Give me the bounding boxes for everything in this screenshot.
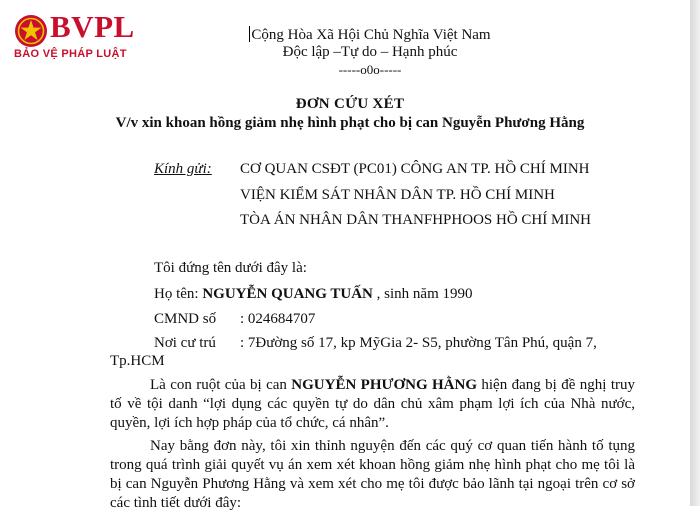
page-edge-shadow [690, 0, 700, 506]
document-subtitle: V/v xin khoan hồng giảm nhẹ hình phạt cho bị can Nguyễn Phương Hằng [115, 115, 585, 131]
header-divider: -----o0o----- [338, 62, 402, 77]
birth-year: , sinh năm 1990 [372, 286, 473, 302]
motto: Độc lập –Tự do – Hạnh phúc [282, 44, 458, 60]
name-label: Họ tên: [154, 286, 199, 302]
recipient-1: CƠ QUAN CSĐT (PC01) CÔNG AN TP. HỒ CHÍ MINH [240, 161, 590, 177]
recipients-label: Kính gửi: [154, 161, 212, 177]
para1-end: hiện đang bị đề nghị truy tố về tội danh “lợi dụng các quyền tự do dân chủ xâm phạm lợi ích của Nhà nước, quyền, lợi ích hợp pháp của tổ chức, cá nhân”. [110, 377, 635, 431]
country-heading-text: Cộng Hòa Xã Hội Chủ Nghĩa Việt Nam [251, 27, 491, 43]
logo-tagline: BẢO VỆ PHÁP LUẬT [14, 48, 127, 60]
country-heading [20, 26, 700, 44]
logo-name: BVPL [50, 9, 135, 44]
paragraph-1 [110, 376, 635, 433]
intro-line: Tôi đứng tên dưới đây là: [154, 260, 307, 276]
address-value: : 7Đường số 17, kp MỹGia 2- S5, phường Tân Phú, quận 7, [240, 335, 597, 351]
document-title: ĐƠN CỨU XÉT [295, 96, 405, 112]
para1-accused-name: NGUYỄN PHƯƠNG HẰNG [291, 377, 477, 393]
recipient-3: TÒA ÁN NHÂN DÂN THANFHPHOOS HỒ CHÍ MINH [240, 212, 591, 228]
name-line [154, 286, 473, 303]
address-label: Nơi cư trú [154, 335, 216, 351]
para1-start: Là con ruột của bị can [150, 377, 292, 393]
id-label: CMND số [154, 311, 217, 327]
name-value: NGUYỄN QUANG TUẤN [202, 286, 373, 302]
id-value: : 024684707 [240, 311, 316, 327]
paragraph-2: Nay bằng đơn này, tôi xin thỉnh nguyện đến các quý cơ quan tiến hành tố tụng trong quá trình giải quyết vụ án xem xét khoan hồng giảm nhẹ hình phạt cho mẹ tôi là bị can Nguyễn Phương Hằng và xem xét cho mẹ tôi được bảo lãnh tại ngoại trên cơ sở các tình tiết dưới đây: [110, 438, 635, 511]
address-cont: Tp.HCM [110, 353, 165, 369]
recipient-2: VIỆN KIỂM SÁT NHÂN DÂN TP. HỒ CHÍ MINH [240, 187, 555, 203]
